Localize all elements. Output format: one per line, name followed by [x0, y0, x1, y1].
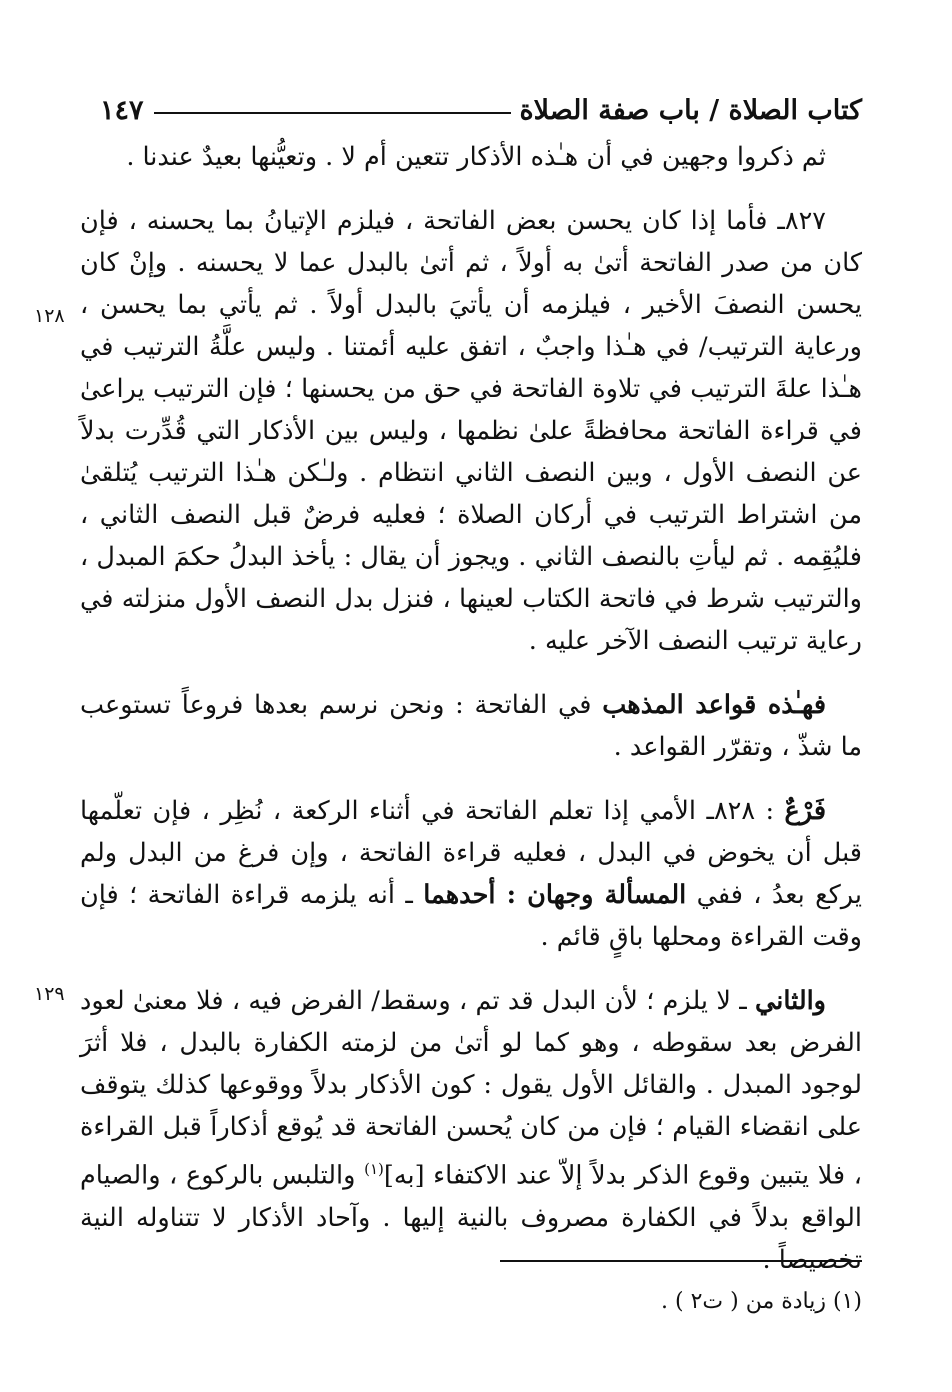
- footnote-rule: [500, 1260, 862, 1262]
- paragraph-text: في الفاتحة : ونحن نرسم بعدها فروعاً تستوعب ما شذّ ، وتقرّر القواعد .: [80, 690, 862, 762]
- footnote-marker: (١): [364, 1160, 384, 1178]
- main-text: [80, 136, 862, 1281]
- paragraph-text: والتلبس بالركوع ، والصيام الواقع بدلاً في الكفارة مصروف بالنية إليها . وآحاد الأذكار لا تتناوله النية تخصيصاً .: [80, 1160, 862, 1275]
- page-header: [100, 78, 862, 126]
- paragraph-text: ـ أنه يلزمه قراءة الفاتحة ؛ فإن وقت القراءة ومحلها باقٍ قائم .: [80, 880, 862, 952]
- bold-phrase: المسألة وجهان : أحدهما: [423, 880, 687, 910]
- margin-folio-number: ١٢٨: [34, 305, 65, 327]
- paragraph: ٨٢٧ـ فأما إذا كان يحسن بعض الفاتحة ، فيلزم الإتيانُ بما يحسنه ، فإن كان من صدر الفاتحة أتىٰ به أولاً ، ثم أتىٰ بالبدل عما لا يحسنه . وإنْ كان يحسن النصفَ الأخير ، فيلزمه أن يأتيَ بالبدل أولاً . ثم يأتي بما يحسن ، ورعاية الترتيب/ في هـٰذا واجبٌ ، اتفق عليه أئمتنا . وليس علَّةُ الترتيب في هـٰذا علةَ الترتيب في تلاوة الفاتحة في حق من يحسنها ؛ فإن الترتيب يراعىٰ في قراءة الفاتحة محافظةً علىٰ نظمها ، وليس بين الأذكار التي قُدِّرت بدلاً عن النصف الأول ، وبين النصف الثاني انتظام . ولـٰكن هـٰذا الترتيب يُتلقىٰ من اشتراط الترتيب في أركان الصلاة ؛ فعليه فرضٌ قبل النصف الثاني ، فليُقِمه . ثم ليأتِ بالنصف الثاني . ويجوز أن يقال : يأخذ البدلُ حكمَ المبدل ، والترتيب شرط في فاتحة الكتاب لعينها ، فنزل بدل النصف الأول منزلته في رعاية ترتيب النصف الآخر عليه .: [80, 206, 863, 656]
- paragraph: [80, 684, 862, 768]
- paragraph: [80, 790, 862, 958]
- header-rule: [154, 112, 512, 114]
- paragraph-text: : ٨٢٨ـ الأمي إذا تعلم الفاتحة في أثناء الركعة ، نُظِر ، فإن تعلّمها قبل أن يخوض في البدل ، فعليه قراءة الفاتحة ، وإن فرغ من البدل ولم يركع بعدُ ، ففي: [80, 796, 862, 910]
- paragraph: [80, 980, 862, 1281]
- paragraph-text: ـ لا يلزم ؛ لأن البدل قد تم ، وسقط/ الفرض فيه ، فلا معنىٰ لعود الفرض بعد سقوطه ، وهو كما لو أتىٰ من لزمته الكفارة بالبدل ، فلا أثرَ لوجود المبدل . والقائل الأول يقول : كون الأذكار بدلاً ووقوعها كذلك يتوقف على انقضاء القيام ؛ فإن من كان يُحسن الفاتحة قد يُوقع أذكاراً قبل القراءة ، فلا يتبين وقوع الذكر بدلاً إلاّ عند الاكتفاء [به]: [80, 986, 862, 1191]
- running-title: كتاب الصلاة / باب صفة الصلاة: [519, 95, 862, 126]
- bold-phrase: والثاني: [755, 986, 826, 1016]
- footnote: (١) زيادة من ( ت٢ ) .: [661, 1289, 862, 1314]
- section-label: فَرْعٌ: [784, 796, 827, 826]
- margin-folio-number: ١٢٩: [34, 983, 65, 1005]
- page-number: ١٤٧: [100, 95, 144, 126]
- bold-phrase: فهـٰذه قواعد المذهب: [602, 690, 827, 720]
- paragraph: ثم ذكروا وجهين في أن هـٰذه الأذكار تتعين أم لا . وتعيُّنها بعيدٌ عندنا .: [126, 142, 826, 172]
